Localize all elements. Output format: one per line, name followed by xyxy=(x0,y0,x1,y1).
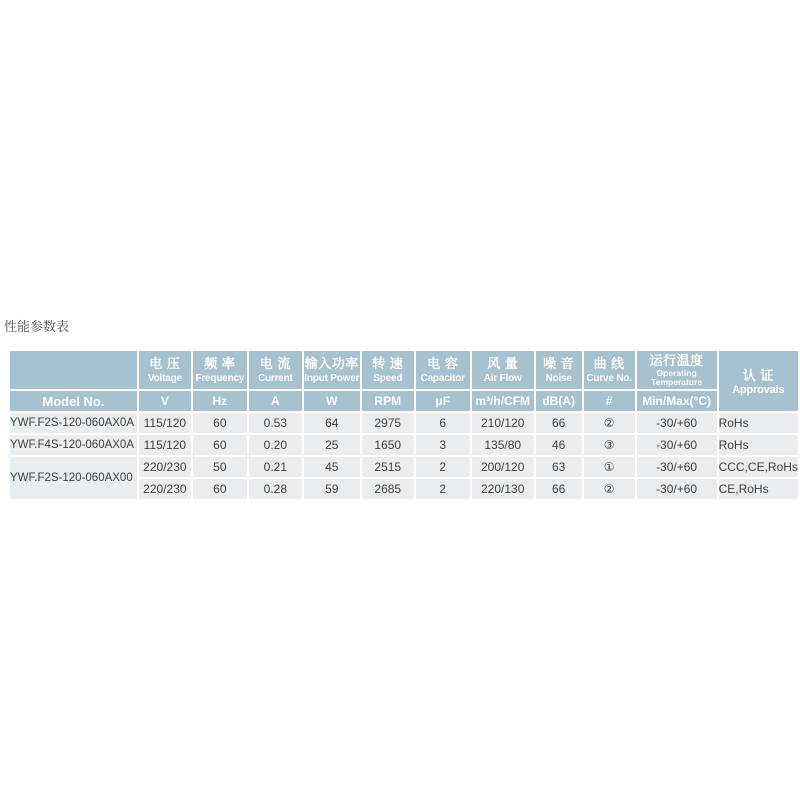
performance-parameters-table xyxy=(8,349,800,501)
cell-model: YWF.F4S-120-060AX0A xyxy=(10,435,137,455)
col-header-air-flow-zh: 风 量 xyxy=(487,356,519,372)
cell-air-flow: 135/80 xyxy=(472,435,534,455)
col-header-operating-temperature xyxy=(637,351,717,389)
col-header-capacitor-en: Capacitor xyxy=(420,372,465,384)
unit-operating-temperature: Min/Max(°C) xyxy=(637,391,717,411)
header-row-main xyxy=(10,351,798,389)
cell-approvals: CE,RoHs xyxy=(719,479,798,499)
col-header-curve-no-zh: 曲 线 xyxy=(593,356,625,372)
cell-curve-no: ② xyxy=(584,413,635,433)
cell-voltage: 220/230 xyxy=(139,457,191,477)
cell-operating-temperature: -30/+60 xyxy=(637,457,717,477)
cell-curve-no: ③ xyxy=(584,435,635,455)
cell-capacitor: 2 xyxy=(416,457,470,477)
page-title: 性能参数表 xyxy=(4,319,70,334)
cell-air-flow: 210/120 xyxy=(472,413,534,433)
col-header-current xyxy=(249,351,302,389)
unit-capacitor: μF xyxy=(416,391,470,411)
cell-approvals: RoHs xyxy=(719,413,798,433)
col-header-current-zh: 电 流 xyxy=(259,356,291,372)
cell-frequency: 60 xyxy=(193,479,247,499)
cell-noise: 46 xyxy=(536,435,582,455)
cell-approvals: CCC,CE,RoHs xyxy=(719,457,798,477)
table-row xyxy=(10,457,798,477)
col-header-capacitor-zh: 电 容 xyxy=(427,356,459,372)
col-header-voltage-zh: 电 压 xyxy=(149,356,181,372)
cell-frequency: 60 xyxy=(193,413,247,433)
unit-noise: dB(A) xyxy=(536,391,582,411)
col-header-input-power-zh: 输入功率 xyxy=(304,356,359,372)
col-header-capacitor xyxy=(416,351,470,389)
unit-air-flow: m³/h/CFM xyxy=(472,391,534,411)
cell-noise: 66 xyxy=(536,413,582,433)
cell-air-flow: 220/130 xyxy=(472,479,534,499)
unit-voltage: V xyxy=(139,391,191,411)
col-header-frequency xyxy=(193,351,247,389)
cell-noise: 66 xyxy=(536,479,582,499)
cell-speed: 2975 xyxy=(362,413,414,433)
col-header-approvals xyxy=(719,351,798,411)
col-header-noise-zh: 噪 音 xyxy=(543,356,575,372)
cell-current: 0.20 xyxy=(249,435,302,455)
model-no-header: Model No. xyxy=(10,391,137,411)
col-header-voltage xyxy=(139,351,191,389)
corner-header-cell xyxy=(10,351,137,389)
header-row-units xyxy=(10,391,798,411)
cell-voltage: 115/120 xyxy=(139,413,191,433)
cell-voltage: 220/230 xyxy=(139,479,191,499)
col-header-air-flow xyxy=(472,351,534,389)
table-row xyxy=(10,413,798,433)
col-header-speed xyxy=(362,351,414,389)
col-header-curve-no-en: Curve No. xyxy=(586,372,632,384)
col-header-current-en: Current xyxy=(257,372,293,384)
cell-speed: 2685 xyxy=(362,479,414,499)
cell-curve-no: ① xyxy=(584,457,635,477)
cell-speed: 2515 xyxy=(362,457,414,477)
cell-input-power: 59 xyxy=(304,479,360,499)
col-header-approvals-zh: 认 证 xyxy=(742,367,774,383)
col-header-curve-no xyxy=(584,351,635,389)
cell-current: 0.21 xyxy=(249,457,302,477)
cell-frequency: 50 xyxy=(193,457,247,477)
col-header-frequency-zh: 频 率 xyxy=(204,356,236,372)
cell-speed: 1650 xyxy=(362,435,414,455)
col-header-operating-temperature-en: Operating Temperature xyxy=(651,368,703,388)
col-header-operating-temperature-zh: 运行温度 xyxy=(649,352,704,368)
unit-input-power: W xyxy=(304,391,360,411)
cell-model: YWF.F2S-120-060AX0A xyxy=(10,413,137,433)
cell-voltage: 115/120 xyxy=(139,435,191,455)
cell-input-power: 64 xyxy=(304,413,360,433)
col-header-voltage-en: Voltage xyxy=(147,372,182,384)
cell-current: 0.53 xyxy=(249,413,302,433)
cell-air-flow: 200/120 xyxy=(472,457,534,477)
cell-operating-temperature: -30/+60 xyxy=(637,413,717,433)
table-row xyxy=(10,435,798,455)
cell-input-power: 25 xyxy=(304,435,360,455)
unit-curve-no: # xyxy=(584,391,635,411)
col-header-approvals-en: Approvals xyxy=(732,384,785,397)
cell-capacitor: 6 xyxy=(416,413,470,433)
cell-noise: 63 xyxy=(536,457,582,477)
col-header-speed-zh: 转 速 xyxy=(372,356,404,372)
col-header-noise xyxy=(536,351,582,389)
col-header-air-flow-en: Air Flow xyxy=(483,372,522,384)
col-header-noise-en: Noise xyxy=(545,372,572,384)
cell-model: YWF.F2S-120-060AX00 xyxy=(10,457,137,499)
cell-operating-temperature: -30/+60 xyxy=(637,435,717,455)
cell-curve-no: ② xyxy=(584,479,635,499)
unit-current: A xyxy=(249,391,302,411)
cell-approvals: RoHs xyxy=(719,435,798,455)
unit-frequency: Hz xyxy=(193,391,247,411)
col-header-frequency-en: Frequency xyxy=(195,372,245,384)
col-header-input-power-en: Input Power xyxy=(304,372,360,384)
col-header-speed-en: Speed xyxy=(373,372,403,384)
cell-frequency: 60 xyxy=(193,435,247,455)
cell-operating-temperature: -30/+60 xyxy=(637,479,717,499)
cell-input-power: 45 xyxy=(304,457,360,477)
cell-current: 0.28 xyxy=(249,479,302,499)
cell-capacitor: 3 xyxy=(416,435,470,455)
cell-capacitor: 2 xyxy=(416,479,470,499)
col-header-input-power xyxy=(304,351,360,389)
unit-speed: RPM xyxy=(362,391,414,411)
